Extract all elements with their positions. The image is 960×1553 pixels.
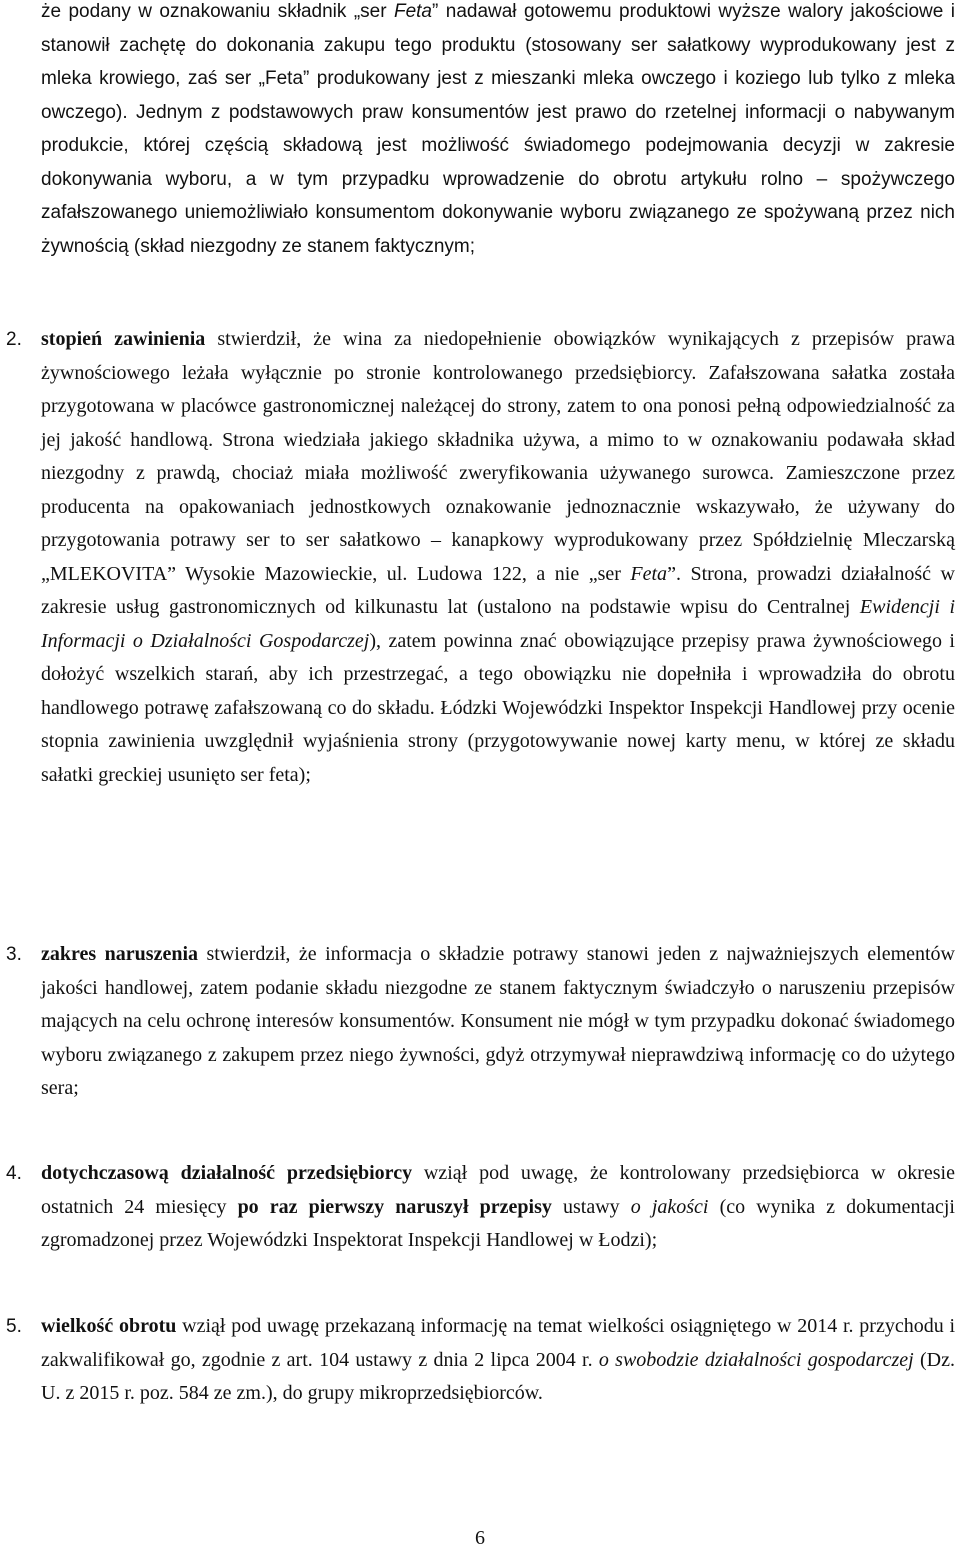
item-2-paragraph: [41, 323, 955, 792]
item-4-text-2: ustawy: [551, 1195, 631, 1218]
item-4-heading: dotychczasową działalność przedsiębiorcy: [41, 1162, 413, 1184]
intro-italic-feta: Feta: [393, 1, 432, 22]
item-2-number: 2.: [6, 329, 22, 350]
item-5-italic-act: o swobodzie działalności gospodarczej: [598, 1348, 914, 1371]
intro-text-1: że podany w oznakowaniu składnik „ser: [41, 1, 394, 22]
item-2-text-3: ), zatem powinna znać obowiązujące przepisy prawa żywnościowego i dołożyć wszelkich starań, aby ich przestrzegać, a tego obowiązku nie dopełniła i wprowadziła do obrotu handlowego potrawę zafałszowaną co do składu. Łódzki Wojewódzki Inspektor Inspekcji Handlowej przy ocenie stopnia zawinienia uwzględnił wyjaśnienia strony (przygotowywanie nowej karty menu, w której ze składu sałatki greckiej usunięto ser feta);: [41, 629, 955, 786]
item-4-italic-act: o jakości: [630, 1195, 709, 1218]
item-4-paragraph: [41, 1157, 955, 1258]
item-2-text-1: stwierdził, że wina za niedopełnienie obowiązków wynikających z przepisów prawa żywnościowego leżała wyłącznie po stronie kontrolowanego przedsiębiorcy. Zafałszowana sałatka została przygotowana w placówce gastronomicznej należącej do strony, zatem to ona ponosi pełną odpowiedzialność za jej jakość handlową. Strona wiedziała jakiego składnika używa, a mimo to w oznakowaniu podawała skład niezgodny z prawdą, chociaż miała możliwość zweryfikowania używanego surowca. Zamieszczone przez producenta na opakowaniach jednostkowych oznakowanie jednoznacznie wskazywało, że używany do przygotowania potrawy ser to ser sałatkowo – kanapkowy wyprodukowany przez Spółdzielnię Mleczarską „MLEKOVITA” Wysokie Mazowieckie, ul. Ludowa 122, a nie „ser: [41, 328, 955, 585]
item-4-text-3: (co wynika z dokumentacji zgromadzonej przez Wojewódzki Inspektorat Inspekcji Handlowej w Łodzi);: [41, 1195, 955, 1251]
item-3-paragraph: [41, 938, 955, 1106]
item-3-number: 3.: [6, 944, 22, 965]
item-5-text-2: (Dz. U. z 2015 r. poz. 584 ze zm.), do grupy mikroprzedsiębiorców.: [41, 1348, 955, 1404]
item-4-number: 4.: [6, 1163, 22, 1184]
item-5-heading: wielkość obrotu: [41, 1315, 177, 1337]
page-number: 6: [475, 1527, 485, 1549]
intro-text-2: ” nadawał gotowemu produktowi wyższe walory jakościowe i stanowił zachętę do dokonania zakupu tego produktu (stosowany ser sałatkowy wyprodukowany jest z mleka krowiego, zaś ser „Feta” produkowany jest z mieszanki mleka owczego i koziego lub tylko z mleka owczego). Jednym z podstawowych praw konsumentów jest prawo do rzetelnej informacji o nabywanym produkcie, której częścią składową jest możliwość świadomego podejmowania decyzji w zakresie dokonywania wyboru, a w tym przypadku wprowadzenie do obrotu artykułu rolno – spożywczego zafałszowanego uniemożliwiało konsumentom dokonywanie wyboru związanego ze spożywaną przez nich żywnością (skład niezgodny ze stanem faktycznym;: [41, 1, 955, 257]
item-4-bold-first-time: po raz pierwszy naruszył przepisy: [237, 1195, 552, 1218]
intro-paragraph: [41, 0, 955, 263]
item-3-text: stwierdził, że informacja o składzie potrawy stanowi jeden z najważniejszych elementów jakości handlowej, zatem podanie składu niezgodne ze stanem faktycznym świadczyło o naruszeniu przepisów mających na celu ochronę interesów konsumentów. Konsument nie mógł w tym przypadku dokonać świadomego wyboru związanego z zakupem przez niego żywności, gdyż otrzymywał nieprawdziwą informację co do użytego sera;: [41, 943, 955, 1099]
item-2-heading: stopień zawinienia: [41, 328, 206, 350]
item-2-text-2: ”. Strona, prowadzi działalność w zakresie usług gastronomicznych od kilkunastu lat (ustalono na podstawie wpisu do Centralnej: [41, 562, 955, 618]
item-5-paragraph: [41, 1310, 955, 1411]
item-2-italic-feta: Feta: [630, 562, 668, 585]
item-2-italic-ceidg: Ewidencji i Informacji o Działalności Gospodarczej: [41, 596, 955, 652]
item-5-number: 5.: [6, 1316, 22, 1337]
item-5-text-1: wziął pod uwagę przekazaną informację na temat wielkości osiągniętego w 2014 r. przychodu i zakwalifikował go, zgodnie z art. 104 ustawy z dnia 2 lipca 2004 r.: [41, 1315, 956, 1371]
item-4-text-1: wziął pod uwagę, że kontrolowany przedsiębiorca w okresie ostatnich 24 miesięcy: [41, 1162, 955, 1218]
item-3-heading: zakres naruszenia: [41, 943, 199, 965]
